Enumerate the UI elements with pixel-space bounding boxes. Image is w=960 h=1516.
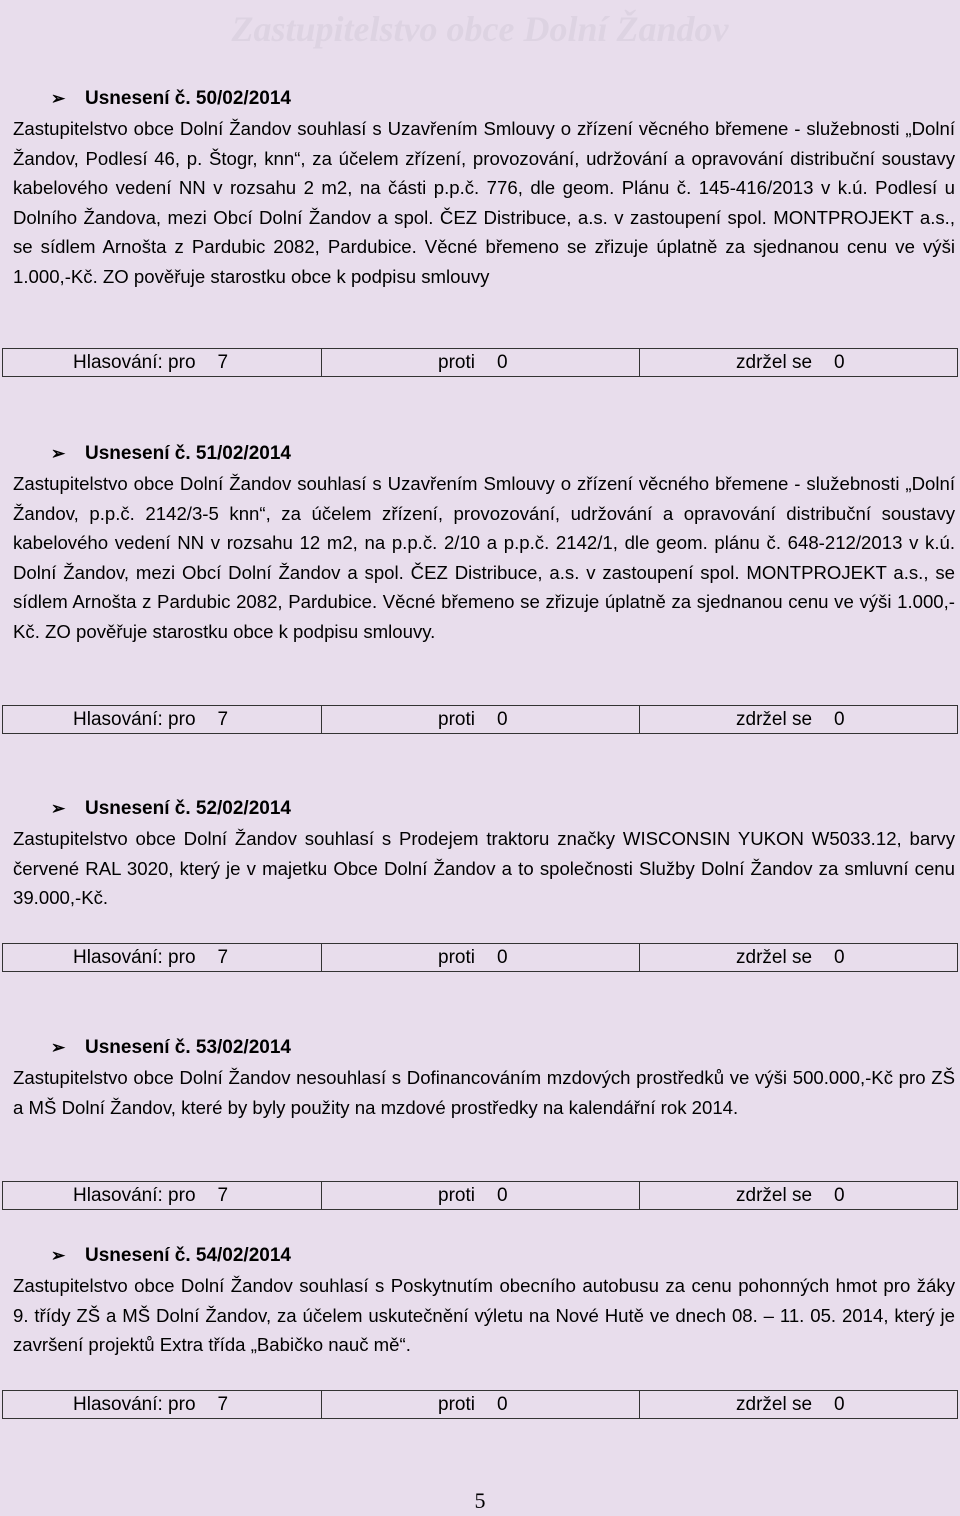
vote-table [2, 705, 958, 734]
vote-pro-cell [3, 944, 322, 971]
vote-pro-label: Hlasování: pro [73, 946, 196, 968]
resolution-text: Zastupitelstvo obce Dolní Žandov souhlasí s Uzavřením Smlouvy o zřízení věcného břemene - služebnosti „Dolní Žandov, p.p.č. 2142/3-5 knn“, za účelem zřízení, provozování, udržování a opravování distribuční soustavy kabelového vedení NN v rozsahu 12 m2, na p.p.č. 2/10 a p.p.č. 2142/1, dle geom. plánu č. 648-212/2013 v k.ú. Dolní Žandov, mezi Obcí Dolní Žandov a spol. ČEZ Distribuce, a.s. v zastoupení spol. MONTPROJEKT a.s., se sídlem Arnošta z Pardubic 2082, Pardubice. Věcné břemeno se zřizuje úplatně za sjednanou cenu ve výši 1.000,-Kč. ZO pověřuje starostku obce k podpisu smlouvy. [13, 473, 955, 642]
vote-proti-cell [322, 944, 640, 971]
vote-zdrzel-cell [640, 1391, 956, 1418]
vote-table [2, 1390, 958, 1419]
vote-pro-cell [3, 1182, 322, 1209]
vote-proti-count: 0 [496, 351, 508, 373]
vote-zdrzel-count: 0 [834, 946, 845, 968]
vote-table [2, 943, 958, 972]
resolution-53 [13, 1033, 955, 1122]
vote-proti-label: proti [438, 708, 475, 730]
vote-pro-cell [3, 349, 322, 376]
vote-pro-label: Hlasování: pro [73, 708, 196, 730]
vote-pro-count: 7 [217, 1393, 229, 1415]
arrow-bullet-icon: ➢ [51, 799, 66, 818]
vote-zdrzel-cell [640, 349, 956, 376]
vote-zdrzel-count: 0 [834, 1393, 845, 1415]
resolution-text: Zastupitelstvo obce Dolní Žandov souhlasí s Uzavřením Smlouvy o zřízení věcného břemene - služebnosti „Dolní Žandov, Podlesí 46, p. Štogr, knn“, za účelem zřízení, provozování, udržování a opravování distribuční soustavy kabelového vedení NN v rozsahu 2 m2, na části p.p.č. 776, dle geom. Plánu č. 145-416/2013 v k.ú. Podlesí u Dolního Žandova, mezi Obcí Dolní Žandov a spol. ČEZ Distribuce, a.s. v zastoupení spol. MONTPROJEKT a.s., se sídlem Arnošta z Pardubic 2082, Pardubice. Věcné břemeno se zřizuje úplatně za sjednanou cenu ve výši 1.000,-Kč. ZO pověřuje starostku obce k podpisu smlouvy [13, 118, 955, 287]
vote-proti-cell [322, 349, 640, 376]
vote-proti-label: proti [438, 1184, 475, 1206]
resolution-text: Zastupitelstvo obce Dolní Žandov souhlasí s Prodejem traktoru značky WISCONSIN YUKON W5033.12, barvy červené RAL 3020, který je v majetku Obce Dolní Žandov a to společnosti Služby Dolní Žandov za smluvní cenu 39.000,-Kč. [13, 828, 955, 908]
resolution-heading [51, 84, 955, 114]
vote-zdrzel-cell [640, 706, 956, 733]
resolution-heading [51, 794, 955, 824]
vote-zdrzel-cell [640, 1182, 956, 1209]
vote-proti-count: 0 [496, 946, 508, 968]
vote-proti-count: 0 [496, 1393, 508, 1415]
resolution-54 [13, 1241, 955, 1360]
vote-table [2, 348, 958, 377]
vote-proti-cell [322, 1182, 640, 1209]
vote-zdrzel-count: 0 [834, 708, 845, 730]
vote-zdrzel-cell [640, 944, 956, 971]
vote-zdrzel-label: zdržel se [736, 1184, 813, 1206]
vote-pro-label: Hlasování: pro [73, 1184, 196, 1206]
vote-pro-count: 7 [217, 708, 229, 730]
vote-pro-count: 7 [217, 946, 229, 968]
resolution-heading [51, 1241, 955, 1271]
resolution-title: Usnesení č. 52/02/2014 [85, 798, 291, 819]
vote-zdrzel-label: zdržel se [736, 946, 813, 968]
arrow-bullet-icon: ➢ [51, 1246, 66, 1265]
vote-pro-label: Hlasování: pro [73, 1393, 196, 1415]
vote-pro-label: Hlasování: pro [73, 351, 196, 373]
vote-proti-cell [322, 706, 640, 733]
vote-proti-label: proti [438, 946, 475, 968]
resolution-text: Zastupitelstvo obce Dolní Žandov nesouhlasí s Dofinancováním mzdových prostředků ve výši 500.000,-Kč pro ZŠ a MŠ Dolní Žandov, které by byly použity na mzdové prostředky na kalendářní rok 2014. [13, 1067, 955, 1118]
vote-proti-label: proti [438, 1393, 475, 1415]
vote-proti-count: 0 [496, 1184, 508, 1206]
vote-zdrzel-count: 0 [834, 351, 845, 373]
vote-zdrzel-label: zdržel se [736, 708, 813, 730]
vote-table [2, 1181, 958, 1210]
resolution-52 [13, 794, 955, 913]
arrow-bullet-icon: ➢ [51, 89, 66, 108]
resolution-heading [51, 1033, 955, 1063]
vote-pro-count: 7 [217, 1184, 229, 1206]
arrow-bullet-icon: ➢ [51, 444, 66, 463]
vote-zdrzel-label: zdržel se [736, 1393, 813, 1415]
vote-zdrzel-count: 0 [834, 1184, 845, 1206]
vote-zdrzel-label: zdržel se [736, 351, 813, 373]
resolution-title: Usnesení č. 50/02/2014 [85, 88, 291, 109]
arrow-bullet-icon: ➢ [51, 1038, 66, 1057]
vote-proti-count: 0 [496, 708, 508, 730]
resolution-text: Zastupitelstvo obce Dolní Žandov souhlasí s Poskytnutím obecního autobusu za cenu pohonných hmot pro žáky 9. třídy ZŠ a MŠ Dolní Žandov, za účelem uskutečnění výletu na Nové Hutě ve dnech 08. – 11. 05. 2014, který je završení projektů Extra třída „Babičko nauč mě“. [13, 1275, 955, 1355]
vote-proti-cell [322, 1391, 640, 1418]
resolution-title: Usnesení č. 53/02/2014 [85, 1037, 291, 1058]
resolution-title: Usnesení č. 54/02/2014 [85, 1245, 291, 1266]
vote-pro-cell [3, 1391, 322, 1418]
document-header: Zastupitelstvo obce Dolní Žandov [231, 9, 729, 49]
page-number: 5 [474, 1488, 486, 1513]
resolution-51 [13, 439, 955, 646]
vote-pro-count: 7 [217, 351, 229, 373]
vote-pro-cell [3, 706, 322, 733]
vote-proti-label: proti [438, 351, 475, 373]
resolution-heading [51, 439, 955, 469]
resolution-title: Usnesení č. 51/02/2014 [85, 443, 291, 464]
resolution-50 [13, 84, 955, 291]
